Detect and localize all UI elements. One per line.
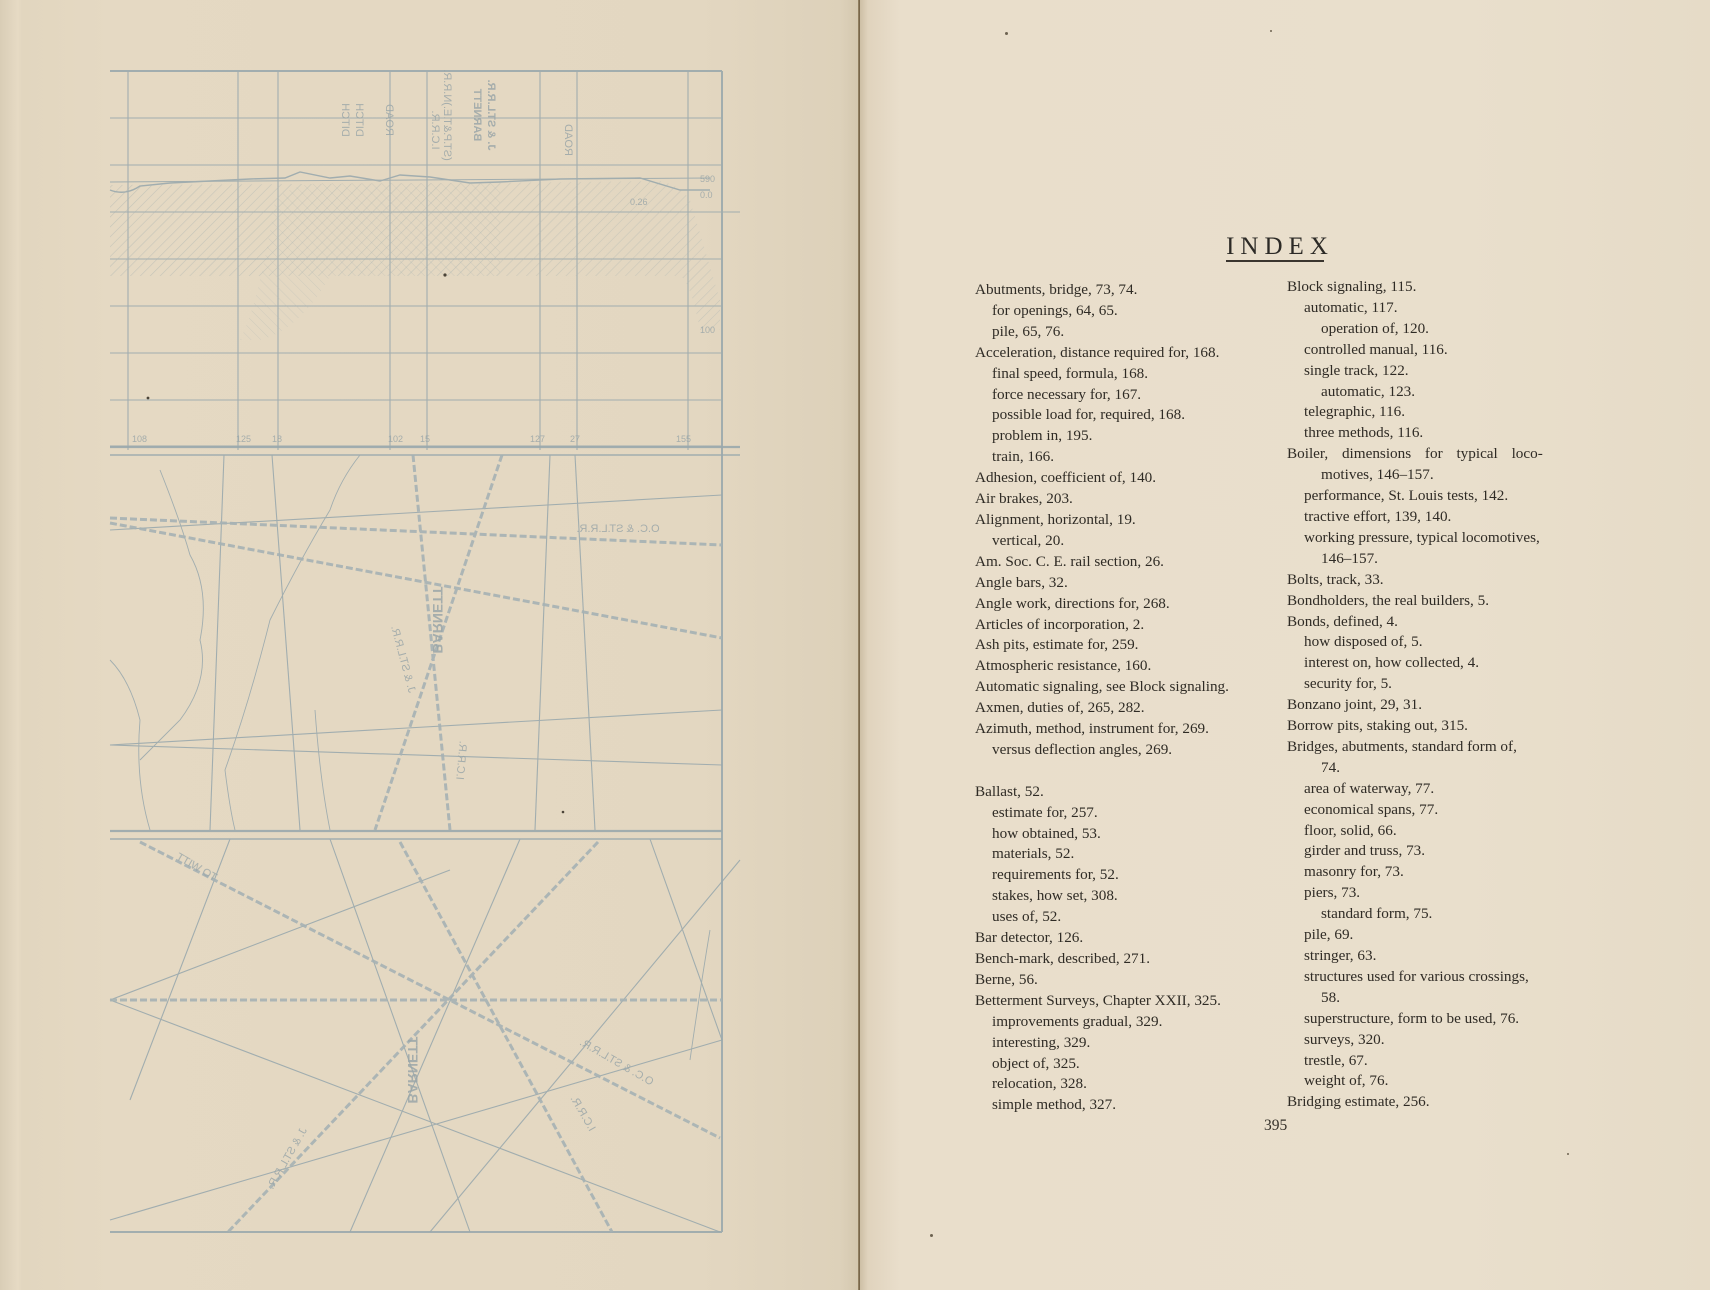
index-subentry: three methods, 116. bbox=[1304, 424, 1424, 442]
svg-text:590: 590 bbox=[700, 174, 716, 184]
paper-speck bbox=[1567, 1153, 1569, 1155]
index-subentry: working pressure, typical locomotives, bbox=[1304, 528, 1540, 546]
svg-text:BARNETT: BARNETT bbox=[405, 1036, 421, 1104]
svg-text:BARNETT: BARNETT bbox=[430, 586, 446, 654]
index-entry: Alignment, horizontal, 19. bbox=[975, 510, 1136, 528]
index-entry: Ballast, 52. bbox=[975, 782, 1044, 800]
svg-text:O.C. & ST.L.R.R.: O.C. & ST.L.R.R. bbox=[576, 523, 660, 535]
index-subentry: masonry for, 73. bbox=[1304, 863, 1404, 881]
svg-text:I.C.R.R.: I.C.R.R. bbox=[429, 110, 441, 150]
index-subentry: possible load for, required, 168. bbox=[992, 406, 1185, 424]
svg-text:108: 108 bbox=[132, 434, 148, 444]
index-subentry: final speed, formula, 168. bbox=[992, 364, 1149, 382]
index-entry: Adhesion, coefficient of, 140. bbox=[975, 469, 1157, 487]
svg-text:TO WITT: TO WITT bbox=[174, 850, 219, 884]
index-entry: Bench-mark, described, 271. bbox=[975, 949, 1151, 967]
index-subentry: how obtained, 53. bbox=[992, 824, 1101, 842]
index-subentry: force necessary for, 167. bbox=[992, 385, 1142, 403]
svg-text:DITCH: DITCH bbox=[353, 103, 365, 137]
index-entry: Azimuth, method, instrument for, 269. bbox=[975, 720, 1209, 738]
svg-text:0.26: 0.26 bbox=[630, 197, 648, 207]
index-subentry: stringer, 63. bbox=[1304, 947, 1377, 964]
index-entry: Bridging estimate, 256. bbox=[1287, 1093, 1430, 1111]
svg-text:100: 100 bbox=[700, 325, 716, 335]
index-entry: Axmen, duties of, 265, 282. bbox=[975, 699, 1145, 717]
index-subentry: telegraphic, 116. bbox=[1304, 403, 1406, 421]
svg-text:127: 127 bbox=[530, 434, 546, 444]
paper-speck bbox=[930, 1234, 933, 1237]
svg-text:15: 15 bbox=[420, 434, 431, 444]
index-entry: Automatic signaling, see Block signaling. bbox=[975, 678, 1229, 696]
index-subentry: how disposed of, 5. bbox=[1304, 633, 1423, 651]
index-subentry: security for, 5. bbox=[1304, 675, 1392, 693]
svg-text:I.C.R.R.: I.C.R.R. bbox=[567, 1093, 598, 1134]
svg-text:J. & ST.L.R.R.: J. & ST.L.R.R. bbox=[264, 1125, 310, 1192]
svg-text:155: 155 bbox=[676, 434, 692, 444]
svg-text:27: 27 bbox=[570, 434, 581, 444]
index-entry: Boiler, dimensions for typical loco- bbox=[1287, 445, 1543, 463]
index-subentry: girder and truss, 73. bbox=[1304, 842, 1426, 860]
index-subentry: pile, 69. bbox=[1304, 926, 1354, 944]
index-subentry: relocation, 328. bbox=[992, 1075, 1087, 1093]
index-subentry: area of waterway, 77. bbox=[1304, 779, 1435, 797]
index-subentry: floor, solid, 66. bbox=[1304, 821, 1397, 839]
index-subentry: 58. bbox=[1321, 988, 1340, 1006]
index-entry: Atmospheric resistance, 160. bbox=[975, 657, 1152, 675]
paper-speck bbox=[1005, 32, 1008, 35]
svg-text:O.C. & ST.L.R.R.: O.C. & ST.L.R.R. bbox=[577, 1036, 656, 1089]
index-entry: Block signaling, 115. bbox=[1287, 278, 1417, 295]
index-subentry: single track, 122. bbox=[1304, 361, 1409, 379]
index-subentry: automatic, 123. bbox=[1321, 382, 1416, 400]
svg-text:18: 18 bbox=[272, 434, 283, 444]
index-subentry: materials, 52. bbox=[992, 845, 1075, 863]
index-entry: Bridges, abutments, standard form of, bbox=[1287, 737, 1517, 755]
index-subentry: tractive effort, 139, 140. bbox=[1304, 507, 1452, 525]
svg-text:J. & ST.L.R.R.: J. & ST.L.R.R. bbox=[388, 624, 418, 695]
title-rule bbox=[1226, 260, 1324, 262]
index-subentry: trestle, 67. bbox=[1304, 1051, 1368, 1069]
svg-text:(ST.P.&T.E.)N.R.R.: (ST.P.&T.E.)N.R.R. bbox=[441, 69, 453, 161]
index-subentry: simple method, 327. bbox=[992, 1096, 1117, 1114]
index-subentry: versus deflection angles, 269. bbox=[992, 740, 1173, 758]
index-entry: Berne, 56. bbox=[975, 970, 1038, 988]
index-column-left bbox=[975, 280, 1275, 1116]
index-title: INDEX bbox=[1226, 232, 1334, 260]
index-subentry: interest on, how collected, 4. bbox=[1304, 654, 1480, 672]
index-entry: Angle bars, 32. bbox=[975, 573, 1068, 591]
index-subentry: operation of, 120. bbox=[1321, 319, 1429, 337]
index-subentry: pile, 65, 76. bbox=[992, 322, 1065, 340]
index-entry: Bondholders, the real builders, 5. bbox=[1287, 591, 1490, 609]
index-subentry: problem in, 195. bbox=[992, 427, 1093, 445]
index-subentry: train, 166. bbox=[992, 448, 1055, 466]
index-subentry: uses of, 52. bbox=[992, 908, 1062, 926]
index-entry: Articles of incorporation, 2. bbox=[975, 615, 1145, 633]
index-entry: Ash pits, estimate for, 259. bbox=[975, 636, 1139, 654]
index-subentry: automatic, 117. bbox=[1304, 298, 1398, 316]
map-label-ditch: DITCH bbox=[339, 103, 351, 137]
svg-text:BARNETT: BARNETT bbox=[471, 88, 483, 142]
svg-text:I.C.R.R.: I.C.R.R. bbox=[453, 740, 469, 781]
index-subentry: economical spans, 77. bbox=[1304, 800, 1439, 818]
index-subentry: estimate for, 257. bbox=[992, 803, 1098, 821]
index-entry: Bonds, defined, 4. bbox=[1287, 612, 1398, 630]
index-subentry: interesting, 329. bbox=[992, 1033, 1091, 1051]
index-subentry: for openings, 64, 65. bbox=[992, 301, 1118, 319]
index-subentry: structures used for various crossings, bbox=[1304, 967, 1529, 985]
index-subentry: motives, 146–157. bbox=[1321, 466, 1434, 484]
svg-text:ROAD: ROAD bbox=[383, 104, 395, 136]
index-subentry: requirements for, 52. bbox=[992, 866, 1119, 884]
svg-text:J. & ST.L.R.R.: J. & ST.L.R.R. bbox=[485, 79, 497, 151]
index-subentry: object of, 325. bbox=[992, 1054, 1080, 1072]
index-subentry: controlled manual, 116. bbox=[1304, 340, 1448, 358]
index-subentry: 74. bbox=[1321, 758, 1340, 776]
index-subentry: 146–157. bbox=[1321, 549, 1378, 567]
svg-text:0.0: 0.0 bbox=[700, 190, 713, 200]
index-entry: Borrow pits, staking out, 315. bbox=[1287, 717, 1468, 735]
index-entry: Air brakes, 203. bbox=[975, 490, 1073, 508]
index-subentry: vertical, 20. bbox=[992, 531, 1065, 549]
index-entry: Bar detector, 126. bbox=[975, 929, 1084, 947]
paper-speck bbox=[1270, 30, 1272, 32]
index-subentry: stakes, how set, 308. bbox=[992, 887, 1118, 905]
svg-text:ROAD: ROAD bbox=[562, 124, 574, 156]
index-subentry: piers, 73. bbox=[1304, 884, 1361, 902]
index-subentry: improvements gradual, 329. bbox=[992, 1012, 1163, 1030]
index-subentry: standard form, 75. bbox=[1321, 905, 1433, 923]
page-number: 395 bbox=[1264, 1117, 1288, 1134]
index-subentry: performance, St. Louis tests, 142. bbox=[1304, 487, 1509, 505]
index-column-right bbox=[1287, 277, 1587, 1113]
svg-text:102: 102 bbox=[388, 434, 404, 444]
index-entry: Acceleration, distance required for, 168. bbox=[975, 343, 1220, 361]
index-entry: Bolts, track, 33. bbox=[1287, 570, 1384, 588]
index-entry: Abutments, bridge, 73, 74. bbox=[975, 281, 1138, 298]
index-subentry: surveys, 320. bbox=[1304, 1030, 1385, 1048]
index-entry: Am. Soc. C. E. rail section, 26. bbox=[975, 552, 1164, 570]
index-entry: Angle work, directions for, 268. bbox=[975, 594, 1170, 612]
svg-text:125: 125 bbox=[236, 434, 252, 444]
index-entry: Bonzano joint, 29, 31. bbox=[1287, 696, 1422, 714]
index-subentry: superstructure, form to be used, 76. bbox=[1304, 1009, 1520, 1027]
index-spacer bbox=[975, 761, 1275, 782]
index-entry: Betterment Surveys, Chapter XXII, 325. bbox=[975, 991, 1221, 1009]
index-subentry: weight of, 76. bbox=[1304, 1072, 1389, 1090]
